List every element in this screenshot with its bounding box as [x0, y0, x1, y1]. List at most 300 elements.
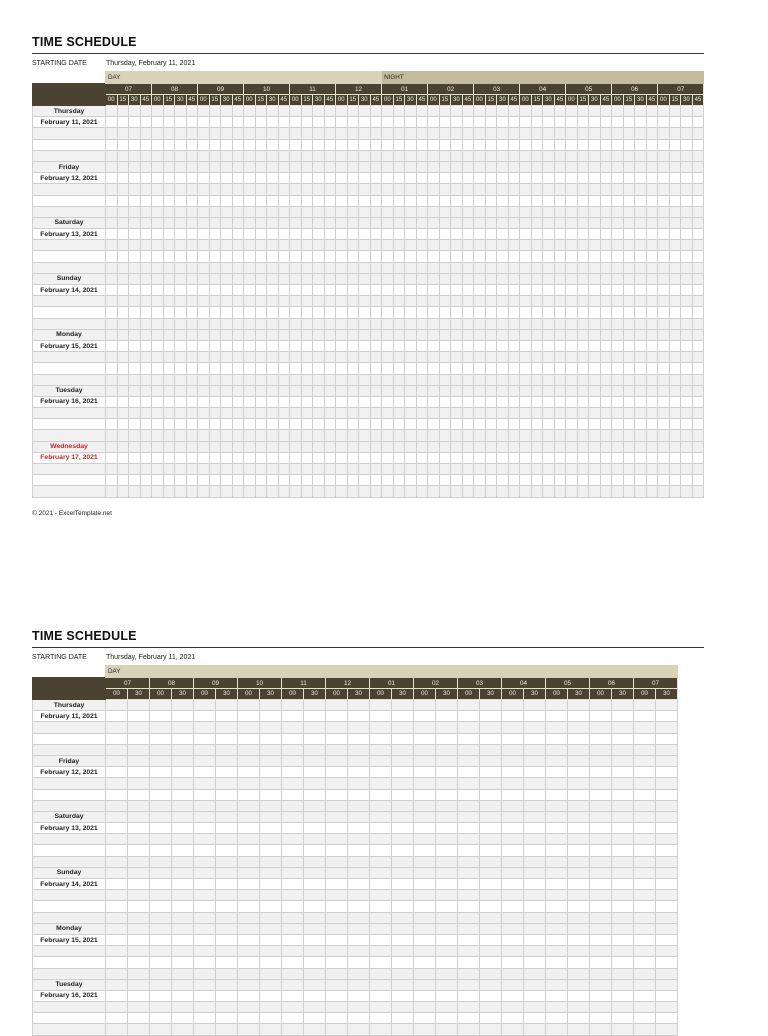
time-slot-cell[interactable]	[634, 923, 656, 934]
time-slot-cell[interactable]	[209, 128, 221, 139]
time-slot-cell[interactable]	[106, 711, 128, 722]
time-slot-cell[interactable]	[313, 240, 325, 251]
time-slot-cell[interactable]	[326, 979, 348, 990]
time-slot-cell[interactable]	[382, 452, 394, 463]
time-slot-cell[interactable]	[451, 296, 463, 307]
time-slot-cell[interactable]	[414, 1024, 436, 1035]
time-slot-cell[interactable]	[635, 486, 647, 497]
time-slot-cell[interactable]	[150, 957, 172, 968]
time-slot-cell[interactable]	[244, 419, 256, 430]
time-slot-cell[interactable]	[474, 307, 486, 318]
time-slot-cell[interactable]	[370, 385, 382, 396]
time-slot-cell[interactable]	[416, 307, 428, 318]
time-slot-cell[interactable]	[244, 430, 256, 441]
time-slot-cell[interactable]	[140, 206, 152, 217]
time-slot-cell[interactable]	[326, 755, 348, 766]
time-slot-cell[interactable]	[474, 340, 486, 351]
time-slot-cell[interactable]	[612, 318, 624, 329]
time-slot-cell[interactable]	[600, 173, 612, 184]
time-slot-cell[interactable]	[405, 452, 417, 463]
time-slot-cell[interactable]	[152, 229, 164, 240]
time-slot-cell[interactable]	[128, 879, 150, 890]
time-slot-cell[interactable]	[198, 273, 210, 284]
time-slot-cell[interactable]	[416, 150, 428, 161]
time-slot-cell[interactable]	[658, 464, 670, 475]
time-slot-cell[interactable]	[304, 711, 326, 722]
time-slot-cell[interactable]	[106, 901, 128, 912]
time-slot-cell[interactable]	[646, 229, 658, 240]
time-slot-cell[interactable]	[497, 307, 509, 318]
time-slot-cell[interactable]	[646, 374, 658, 385]
time-slot-cell[interactable]	[393, 139, 405, 150]
time-slot-cell[interactable]	[106, 486, 118, 497]
time-slot-cell[interactable]	[370, 285, 382, 296]
time-slot-cell[interactable]	[485, 385, 497, 396]
time-slot-cell[interactable]	[658, 486, 670, 497]
time-slot-cell[interactable]	[278, 318, 290, 329]
time-slot-cell[interactable]	[589, 240, 601, 251]
time-slot-cell[interactable]	[359, 184, 371, 195]
time-slot-cell[interactable]	[198, 251, 210, 262]
time-slot-cell[interactable]	[658, 329, 670, 340]
time-slot-cell[interactable]	[238, 823, 260, 834]
time-slot-cell[interactable]	[186, 106, 198, 117]
time-slot-cell[interactable]	[140, 329, 152, 340]
time-slot-cell[interactable]	[301, 374, 313, 385]
time-slot-cell[interactable]	[382, 430, 394, 441]
time-slot-cell[interactable]	[282, 834, 304, 845]
time-slot-cell[interactable]	[244, 117, 256, 128]
time-slot-cell[interactable]	[324, 117, 336, 128]
time-slot-cell[interactable]	[393, 441, 405, 452]
time-slot-cell[interactable]	[359, 352, 371, 363]
time-slot-cell[interactable]	[106, 408, 118, 419]
time-slot-cell[interactable]	[324, 464, 336, 475]
time-slot-cell[interactable]	[554, 106, 566, 117]
time-slot-cell[interactable]	[692, 217, 704, 228]
time-slot-cell[interactable]	[216, 778, 238, 789]
time-slot-cell[interactable]	[348, 979, 370, 990]
time-slot-cell[interactable]	[635, 240, 647, 251]
time-slot-cell[interactable]	[531, 363, 543, 374]
time-slot-cell[interactable]	[392, 1024, 414, 1035]
time-slot-cell[interactable]	[175, 139, 187, 150]
time-slot-cell[interactable]	[260, 722, 282, 733]
time-slot-cell[interactable]	[232, 352, 244, 363]
time-slot-cell[interactable]	[589, 217, 601, 228]
time-slot-cell[interactable]	[393, 117, 405, 128]
time-slot-cell[interactable]	[117, 464, 129, 475]
time-slot-cell[interactable]	[175, 307, 187, 318]
time-slot-cell[interactable]	[474, 486, 486, 497]
time-slot-cell[interactable]	[577, 285, 589, 296]
time-slot-cell[interactable]	[393, 128, 405, 139]
time-slot-cell[interactable]	[313, 352, 325, 363]
time-slot-cell[interactable]	[290, 106, 302, 117]
time-slot-cell[interactable]	[198, 206, 210, 217]
time-slot-cell[interactable]	[531, 296, 543, 307]
time-slot-cell[interactable]	[359, 419, 371, 430]
time-slot-cell[interactable]	[658, 452, 670, 463]
time-slot-cell[interactable]	[497, 139, 509, 150]
time-slot-cell[interactable]	[278, 106, 290, 117]
time-slot-cell[interactable]	[163, 441, 175, 452]
time-slot-cell[interactable]	[382, 396, 394, 407]
time-slot-cell[interactable]	[163, 396, 175, 407]
time-slot-cell[interactable]	[524, 1024, 546, 1035]
time-slot-cell[interactable]	[497, 217, 509, 228]
time-slot-cell[interactable]	[278, 408, 290, 419]
time-slot-cell[interactable]	[304, 879, 326, 890]
time-slot-cell[interactable]	[681, 273, 693, 284]
time-slot-cell[interactable]	[392, 901, 414, 912]
time-slot-cell[interactable]	[474, 117, 486, 128]
time-slot-cell[interactable]	[646, 464, 658, 475]
time-slot-cell[interactable]	[428, 139, 440, 150]
time-slot-cell[interactable]	[612, 217, 624, 228]
time-slot-cell[interactable]	[370, 722, 392, 733]
time-slot-cell[interactable]	[370, 890, 392, 901]
time-slot-cell[interactable]	[290, 464, 302, 475]
time-slot-cell[interactable]	[589, 340, 601, 351]
time-slot-cell[interactable]	[451, 195, 463, 206]
time-slot-cell[interactable]	[301, 217, 313, 228]
time-slot-cell[interactable]	[462, 486, 474, 497]
time-slot-cell[interactable]	[656, 1013, 678, 1024]
time-slot-cell[interactable]	[554, 318, 566, 329]
time-slot-cell[interactable]	[612, 184, 624, 195]
time-slot-cell[interactable]	[313, 184, 325, 195]
time-slot-cell[interactable]	[290, 396, 302, 407]
time-slot-cell[interactable]	[348, 778, 370, 789]
time-slot-cell[interactable]	[260, 711, 282, 722]
time-slot-cell[interactable]	[128, 912, 150, 923]
time-slot-cell[interactable]	[313, 441, 325, 452]
time-slot-cell[interactable]	[152, 464, 164, 475]
time-slot-cell[interactable]	[393, 352, 405, 363]
time-slot-cell[interactable]	[282, 856, 304, 867]
time-slot-cell[interactable]	[656, 990, 678, 1001]
time-slot-cell[interactable]	[634, 990, 656, 1001]
time-slot-cell[interactable]	[612, 979, 634, 990]
time-slot-cell[interactable]	[326, 834, 348, 845]
time-slot-cell[interactable]	[546, 856, 568, 867]
time-slot-cell[interactable]	[681, 374, 693, 385]
time-slot-cell[interactable]	[255, 173, 267, 184]
time-slot-cell[interactable]	[304, 700, 326, 711]
time-slot-cell[interactable]	[313, 273, 325, 284]
time-slot-cell[interactable]	[577, 251, 589, 262]
time-slot-cell[interactable]	[577, 262, 589, 273]
time-slot-cell[interactable]	[520, 139, 532, 150]
time-slot-cell[interactable]	[282, 968, 304, 979]
time-slot-cell[interactable]	[359, 117, 371, 128]
time-slot-cell[interactable]	[267, 419, 279, 430]
time-slot-cell[interactable]	[313, 251, 325, 262]
time-slot-cell[interactable]	[370, 262, 382, 273]
time-slot-cell[interactable]	[392, 789, 414, 800]
time-slot-cell[interactable]	[590, 923, 612, 934]
time-slot-cell[interactable]	[260, 890, 282, 901]
time-slot-cell[interactable]	[216, 845, 238, 856]
time-slot-cell[interactable]	[416, 139, 428, 150]
time-slot-cell[interactable]	[669, 352, 681, 363]
time-slot-cell[interactable]	[278, 217, 290, 228]
time-slot-cell[interactable]	[392, 890, 414, 901]
time-slot-cell[interactable]	[186, 139, 198, 150]
time-slot-cell[interactable]	[129, 173, 141, 184]
time-slot-cell[interactable]	[656, 744, 678, 755]
time-slot-cell[interactable]	[150, 901, 172, 912]
time-slot-cell[interactable]	[502, 767, 524, 778]
time-slot-cell[interactable]	[508, 117, 520, 128]
time-slot-cell[interactable]	[172, 789, 194, 800]
time-slot-cell[interactable]	[589, 117, 601, 128]
time-slot-cell[interactable]	[194, 767, 216, 778]
time-slot-cell[interactable]	[405, 408, 417, 419]
time-slot-cell[interactable]	[508, 128, 520, 139]
time-slot-cell[interactable]	[669, 240, 681, 251]
time-slot-cell[interactable]	[198, 340, 210, 351]
time-slot-cell[interactable]	[451, 464, 463, 475]
time-slot-cell[interactable]	[656, 711, 678, 722]
time-slot-cell[interactable]	[150, 890, 172, 901]
time-slot-cell[interactable]	[370, 452, 382, 463]
time-slot-cell[interactable]	[313, 408, 325, 419]
time-slot-cell[interactable]	[612, 486, 624, 497]
time-slot-cell[interactable]	[392, 979, 414, 990]
time-slot-cell[interactable]	[186, 340, 198, 351]
time-slot-cell[interactable]	[554, 240, 566, 251]
time-slot-cell[interactable]	[198, 229, 210, 240]
time-slot-cell[interactable]	[117, 150, 129, 161]
time-slot-cell[interactable]	[172, 979, 194, 990]
time-slot-cell[interactable]	[238, 1024, 260, 1035]
time-slot-cell[interactable]	[267, 363, 279, 374]
time-slot-cell[interactable]	[669, 385, 681, 396]
time-slot-cell[interactable]	[163, 408, 175, 419]
time-slot-cell[interactable]	[347, 106, 359, 117]
time-slot-cell[interactable]	[140, 285, 152, 296]
time-slot-cell[interactable]	[405, 430, 417, 441]
time-slot-cell[interactable]	[436, 879, 458, 890]
time-slot-cell[interactable]	[370, 979, 392, 990]
time-slot-cell[interactable]	[568, 856, 590, 867]
time-slot-cell[interactable]	[370, 912, 392, 923]
time-slot-cell[interactable]	[543, 419, 555, 430]
time-slot-cell[interactable]	[566, 161, 578, 172]
time-slot-cell[interactable]	[244, 340, 256, 351]
time-slot-cell[interactable]	[681, 173, 693, 184]
time-slot-cell[interactable]	[568, 990, 590, 1001]
time-slot-cell[interactable]	[267, 374, 279, 385]
time-slot-cell[interactable]	[194, 946, 216, 957]
time-slot-cell[interactable]	[634, 811, 656, 822]
time-slot-cell[interactable]	[260, 957, 282, 968]
time-slot-cell[interactable]	[462, 329, 474, 340]
time-slot-cell[interactable]	[485, 251, 497, 262]
time-slot-cell[interactable]	[414, 700, 436, 711]
time-slot-cell[interactable]	[623, 206, 635, 217]
time-slot-cell[interactable]	[370, 374, 382, 385]
time-slot-cell[interactable]	[216, 700, 238, 711]
time-slot-cell[interactable]	[106, 789, 128, 800]
time-slot-cell[interactable]	[106, 867, 128, 878]
time-slot-cell[interactable]	[600, 464, 612, 475]
time-slot-cell[interactable]	[198, 285, 210, 296]
time-slot-cell[interactable]	[255, 475, 267, 486]
time-slot-cell[interactable]	[278, 195, 290, 206]
time-slot-cell[interactable]	[458, 890, 480, 901]
time-slot-cell[interactable]	[194, 789, 216, 800]
time-slot-cell[interactable]	[497, 161, 509, 172]
time-slot-cell[interactable]	[568, 755, 590, 766]
time-slot-cell[interactable]	[681, 251, 693, 262]
time-slot-cell[interactable]	[546, 823, 568, 834]
time-slot-cell[interactable]	[186, 285, 198, 296]
time-slot-cell[interactable]	[106, 161, 118, 172]
time-slot-cell[interactable]	[681, 285, 693, 296]
time-slot-cell[interactable]	[566, 229, 578, 240]
time-slot-cell[interactable]	[244, 206, 256, 217]
time-slot-cell[interactable]	[128, 800, 150, 811]
time-slot-cell[interactable]	[278, 352, 290, 363]
time-slot-cell[interactable]	[554, 329, 566, 340]
time-slot-cell[interactable]	[612, 385, 624, 396]
time-slot-cell[interactable]	[634, 823, 656, 834]
time-slot-cell[interactable]	[209, 464, 221, 475]
time-slot-cell[interactable]	[359, 408, 371, 419]
time-slot-cell[interactable]	[590, 856, 612, 867]
time-slot-cell[interactable]	[140, 273, 152, 284]
time-slot-cell[interactable]	[255, 385, 267, 396]
time-slot-cell[interactable]	[612, 408, 624, 419]
time-slot-cell[interactable]	[324, 285, 336, 296]
time-slot-cell[interactable]	[392, 845, 414, 856]
time-slot-cell[interactable]	[451, 184, 463, 195]
time-slot-cell[interactable]	[221, 475, 233, 486]
time-slot-cell[interactable]	[382, 363, 394, 374]
time-slot-cell[interactable]	[589, 374, 601, 385]
time-slot-cell[interactable]	[416, 396, 428, 407]
time-slot-cell[interactable]	[462, 229, 474, 240]
time-slot-cell[interactable]	[508, 441, 520, 452]
time-slot-cell[interactable]	[414, 755, 436, 766]
time-slot-cell[interactable]	[405, 352, 417, 363]
time-slot-cell[interactable]	[301, 296, 313, 307]
time-slot-cell[interactable]	[370, 879, 392, 890]
time-slot-cell[interactable]	[612, 374, 624, 385]
time-slot-cell[interactable]	[172, 879, 194, 890]
time-slot-cell[interactable]	[152, 184, 164, 195]
time-slot-cell[interactable]	[531, 217, 543, 228]
time-slot-cell[interactable]	[590, 1024, 612, 1035]
time-slot-cell[interactable]	[439, 273, 451, 284]
time-slot-cell[interactable]	[474, 452, 486, 463]
time-slot-cell[interactable]	[508, 419, 520, 430]
time-slot-cell[interactable]	[348, 879, 370, 890]
time-slot-cell[interactable]	[451, 340, 463, 351]
time-slot-cell[interactable]	[577, 374, 589, 385]
time-slot-cell[interactable]	[612, 733, 634, 744]
time-slot-cell[interactable]	[313, 128, 325, 139]
time-slot-cell[interactable]	[451, 452, 463, 463]
time-slot-cell[interactable]	[436, 867, 458, 878]
time-slot-cell[interactable]	[260, 800, 282, 811]
time-slot-cell[interactable]	[117, 106, 129, 117]
time-slot-cell[interactable]	[348, 811, 370, 822]
time-slot-cell[interactable]	[221, 285, 233, 296]
time-slot-cell[interactable]	[382, 273, 394, 284]
time-slot-cell[interactable]	[370, 251, 382, 262]
time-slot-cell[interactable]	[209, 396, 221, 407]
time-slot-cell[interactable]	[304, 1013, 326, 1024]
time-slot-cell[interactable]	[458, 957, 480, 968]
time-slot-cell[interactable]	[524, 946, 546, 957]
time-slot-cell[interactable]	[106, 307, 118, 318]
time-slot-cell[interactable]	[566, 475, 578, 486]
time-slot-cell[interactable]	[106, 800, 128, 811]
time-slot-cell[interactable]	[623, 475, 635, 486]
time-slot-cell[interactable]	[458, 879, 480, 890]
time-slot-cell[interactable]	[451, 106, 463, 117]
time-slot-cell[interactable]	[656, 957, 678, 968]
time-slot-cell[interactable]	[692, 229, 704, 240]
time-slot-cell[interactable]	[301, 396, 313, 407]
time-slot-cell[interactable]	[370, 206, 382, 217]
time-slot-cell[interactable]	[405, 217, 417, 228]
time-slot-cell[interactable]	[393, 229, 405, 240]
time-slot-cell[interactable]	[623, 195, 635, 206]
time-slot-cell[interactable]	[646, 475, 658, 486]
time-slot-cell[interactable]	[634, 1013, 656, 1024]
time-slot-cell[interactable]	[485, 408, 497, 419]
time-slot-cell[interactable]	[238, 800, 260, 811]
time-slot-cell[interactable]	[278, 363, 290, 374]
time-slot-cell[interactable]	[393, 385, 405, 396]
time-slot-cell[interactable]	[436, 968, 458, 979]
time-slot-cell[interactable]	[520, 329, 532, 340]
time-slot-cell[interactable]	[117, 408, 129, 419]
time-slot-cell[interactable]	[175, 150, 187, 161]
time-slot-cell[interactable]	[692, 240, 704, 251]
time-slot-cell[interactable]	[186, 273, 198, 284]
time-slot-cell[interactable]	[485, 161, 497, 172]
time-slot-cell[interactable]	[568, 845, 590, 856]
time-slot-cell[interactable]	[172, 722, 194, 733]
time-slot-cell[interactable]	[508, 195, 520, 206]
time-slot-cell[interactable]	[646, 318, 658, 329]
time-slot-cell[interactable]	[152, 106, 164, 117]
time-slot-cell[interactable]	[393, 296, 405, 307]
time-slot-cell[interactable]	[267, 195, 279, 206]
time-slot-cell[interactable]	[260, 923, 282, 934]
time-slot-cell[interactable]	[405, 229, 417, 240]
time-slot-cell[interactable]	[175, 206, 187, 217]
time-slot-cell[interactable]	[336, 430, 348, 441]
time-slot-cell[interactable]	[554, 128, 566, 139]
time-slot-cell[interactable]	[543, 184, 555, 195]
time-slot-cell[interactable]	[172, 711, 194, 722]
time-slot-cell[interactable]	[106, 823, 128, 834]
time-slot-cell[interactable]	[635, 396, 647, 407]
time-slot-cell[interactable]	[301, 352, 313, 363]
time-slot-cell[interactable]	[128, 778, 150, 789]
time-slot-cell[interactable]	[232, 229, 244, 240]
time-slot-cell[interactable]	[497, 374, 509, 385]
time-slot-cell[interactable]	[669, 452, 681, 463]
time-slot-cell[interactable]	[635, 161, 647, 172]
